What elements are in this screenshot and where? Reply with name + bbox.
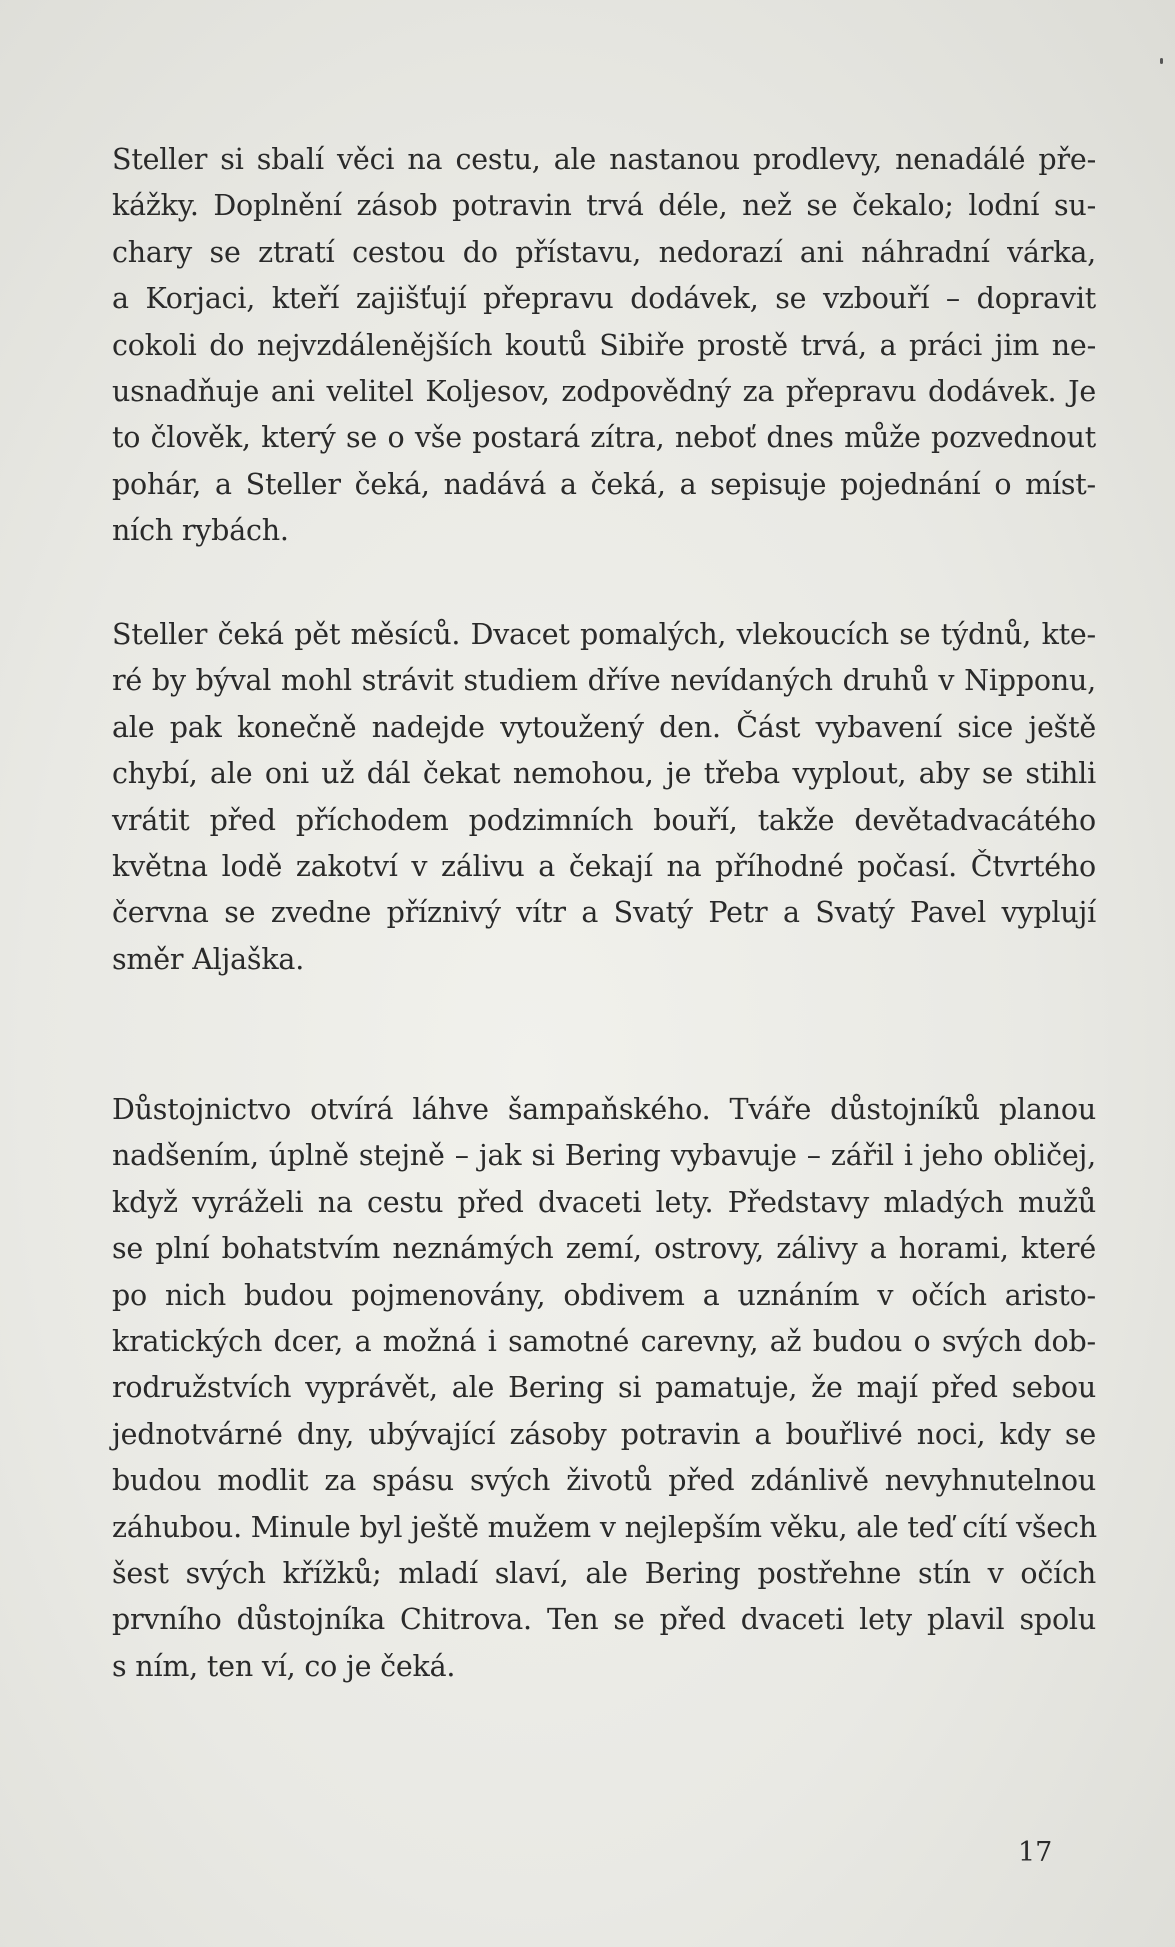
text-line: prvního důstojníka Chitrova. Ten se před dvaceti lety plavil spolu [112, 1603, 1096, 1637]
text-line: usnadňuje ani velitel Koljesov, zodpovědný za přepravu dodávek. Je [112, 375, 1096, 408]
text-line: ale pak konečně nadejde vytoužený den. Část vybavení sice ještě [112, 710, 1096, 744]
text-line: kážky. Doplnění zásob potravin trvá déle, než se čekalo; lodní su- [112, 189, 1096, 223]
text-line: směr Aljaška. [112, 942, 305, 976]
text-line: Důstojnictvo otvírá láhve šampaňského. Tváře důstojníků planou [112, 1093, 1096, 1126]
text-line: ré by býval mohl strávit studiem dříve nevídaných druhů v Nipponu, [112, 664, 1096, 698]
text-line: nadšením, úplně stejně – jak si Bering vybavuje – zářil i jeho obličej, [112, 1139, 1096, 1173]
text-line: záhubou. Minule byl ještě mužem v nejlepším věku, ale teď cítí všech [112, 1510, 1097, 1544]
text-line: a Korjaci, kteří zajišťují přepravu dodávek, se vzbouří – dopravit [112, 282, 1096, 316]
text-line: června se zvedne příznivý vítr a Svatý Petr a Svatý Pavel vyplují [112, 896, 1096, 930]
text-line: jednotvárné dny, ubývající zásoby potravin a bouřlivé noci, kdy se [112, 1417, 1096, 1451]
text-line: ních rybách. [112, 514, 289, 548]
page-number: 17 [1018, 1837, 1053, 1868]
text-line: po nich budou pojmenovány, obdivem a uznáním v očích aristo- [112, 1278, 1096, 1312]
text-line: to člověk, který se o vše postará zítra, neboť dnes může pozvednout [112, 421, 1096, 455]
text-line: když vyráželi na cestu před dvaceti lety. Představy mladých mužů [112, 1185, 1096, 1219]
text-line: Steller si sbalí věci na cestu, ale nastanou prodlevy, nenadálé pře- [112, 143, 1096, 176]
ink-speck [1160, 58, 1163, 64]
text-line: května lodě zakotví v zálivu a čekají na příhodné počasí. Čtvrtého [112, 850, 1096, 883]
text-line: Steller čeká pět měsíců. Dvacet pomalých, vlekoucích se týdnů, kte- [112, 618, 1096, 651]
text-line: se plní bohatstvím neznámých zemí, ostrovy, zálivy a horami, které [112, 1232, 1096, 1266]
text-line: šest svých křížků; mladí slaví, ale Bering postřehne stín v očích [112, 1557, 1096, 1590]
text-line: s ním, ten ví, co je čeká. [112, 1649, 456, 1683]
text-line: rodružstvích vyprávět, ale Bering si pamatuje, že mají před sebou [112, 1371, 1096, 1405]
text-line: budou modlit za spásu svých životů před zdánlivě nevyhnutelnou [112, 1464, 1096, 1498]
text-line: cokoli do nejvzdálenějších koutů Sibiře prostě trvá, a práci jim ne- [112, 328, 1096, 362]
text-line: chybí, ale oni už dál čekat nemohou, je třeba vyplout, aby se stihli [112, 757, 1096, 791]
text-line: pohár, a Steller čeká, nadává a čeká, a sepisuje pojednání o míst- [112, 467, 1096, 501]
text-line: chary se ztratí cestou do přístavu, nedorazí ani náhradní várka, [112, 235, 1096, 269]
text-line: vrátit před příchodem podzimních bouří, takže devětadvacátého [112, 803, 1096, 837]
text-line: kratických dcer, a možná i samotné carevny, až budou o svých dob- [112, 1325, 1096, 1358]
